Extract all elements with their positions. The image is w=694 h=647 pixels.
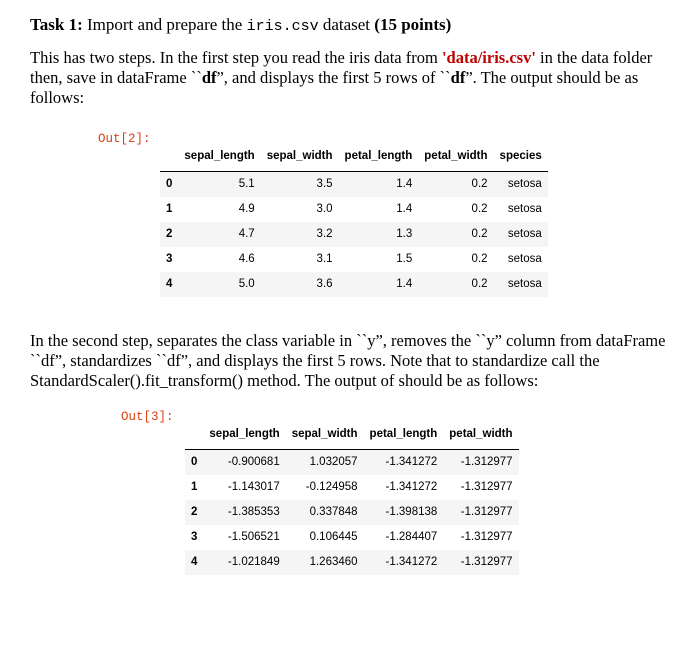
table-row: [160, 222, 548, 247]
table-row: [160, 272, 548, 297]
table-cell: setosa: [507, 278, 542, 290]
column-header: sepal_width: [286, 419, 364, 449]
table-row: [185, 449, 519, 475]
row-index: 4: [191, 556, 198, 568]
table-cell: -1.341272: [385, 456, 438, 468]
table-row: [185, 550, 519, 575]
table-cell: 5.0: [238, 278, 255, 290]
row-index: 3: [166, 253, 173, 265]
table-row: [185, 500, 519, 525]
table-cell: 0.2: [471, 203, 488, 215]
task-prefix: Task 1:: [30, 15, 88, 34]
df-name: df: [201, 68, 217, 87]
out-2-label: Out[2]:: [98, 132, 151, 146]
table-cell: 3.0: [316, 203, 333, 215]
dataframe-output-3: [185, 419, 519, 575]
column-header: petal_width: [418, 141, 493, 171]
dataframe-output-2: [160, 141, 548, 297]
task-filename: iris.csv: [246, 18, 319, 35]
table-cell: 3.1: [316, 253, 333, 265]
table-cell: 1.4: [396, 278, 413, 290]
row-index: 1: [191, 481, 198, 493]
column-header: sepal_length: [178, 141, 260, 171]
table-row: [160, 247, 548, 272]
table-cell: -1.341272: [385, 481, 438, 493]
table-cell: 0.2: [471, 278, 488, 290]
table-cell: setosa: [507, 178, 542, 190]
table-cell: setosa: [507, 228, 542, 240]
task-points: (15 points): [374, 15, 452, 34]
table-cell: 0.2: [471, 178, 488, 190]
table-cell: -1.506521: [227, 531, 280, 543]
table-cell: 0.2: [471, 228, 488, 240]
df-name: df: [450, 68, 466, 87]
table-cell: -0.124958: [305, 481, 358, 493]
row-index: 4: [166, 278, 173, 290]
table-cell: 3.6: [316, 278, 333, 290]
row-index: 0: [191, 456, 198, 468]
table-row: [160, 197, 548, 222]
table-cell: -1.312977: [460, 456, 513, 468]
index-header: [185, 419, 203, 449]
table-cell: -1.312977: [460, 506, 513, 518]
table-cell: 4.6: [238, 253, 255, 265]
table-cell: 1.3: [396, 228, 413, 240]
column-header: petal_length: [364, 419, 444, 449]
table-cell: 0.337848: [309, 506, 358, 518]
table-row: [185, 525, 519, 550]
table-header-row: [185, 419, 519, 449]
index-header: [160, 141, 178, 171]
data-path: 'data/iris.csv': [441, 48, 536, 67]
table-cell: 1.263460: [309, 556, 358, 568]
table-cell: -1.021849: [227, 556, 280, 568]
table-cell: -1.312977: [460, 556, 513, 568]
table-cell: setosa: [507, 253, 542, 265]
table-cell: -1.312977: [460, 481, 513, 493]
out-3-label: Out[3]:: [121, 410, 174, 424]
table-cell: 4.9: [238, 203, 255, 215]
step-two-paragraph: In the second step, separates the class variable in ``y”, removes the ``y” column from dataFrame ``df”, standardizes ``df”, and displays the first 5 rows. Note that to standardize call the StandardScaler().fit_transform() method. The output of should be as follows:: [30, 331, 666, 390]
table-cell: 3.5: [316, 178, 333, 190]
task-title: [30, 14, 451, 38]
column-header: sepal_length: [203, 419, 285, 449]
table-cell: -1.398138: [385, 506, 438, 518]
table-cell: setosa: [507, 203, 542, 215]
table-cell: 1.4: [396, 203, 413, 215]
table-cell: -0.900681: [227, 456, 280, 468]
table-cell: -1.284407: [385, 531, 438, 543]
step-one-paragraph: This has two steps. In the first step you read the iris data from 'data/iris.csv' in the data folder then, save in dataFrame ``df”, and displays the first 5 rows of ``df”. The output should be as follows:: [30, 48, 653, 107]
row-index: 2: [166, 228, 173, 240]
table-cell: -1.312977: [460, 531, 513, 543]
column-header: sepal_width: [261, 141, 339, 171]
table-cell: 0.2: [471, 253, 488, 265]
table-header-row: [160, 141, 548, 171]
row-index: 2: [191, 506, 198, 518]
table-cell: 1.032057: [309, 456, 358, 468]
row-index: 1: [166, 203, 173, 215]
row-index: 3: [191, 531, 198, 543]
table-cell: -1.143017: [227, 481, 280, 493]
row-index: 0: [166, 178, 173, 190]
table-cell: 1.5: [396, 253, 413, 265]
column-header: petal_width: [443, 419, 518, 449]
table-row: [160, 171, 548, 197]
table-cell: 0.106445: [309, 531, 358, 543]
column-header: petal_length: [339, 141, 419, 171]
table-cell: 4.7: [238, 228, 255, 240]
table-cell: 3.2: [316, 228, 333, 240]
task-verb: Import and prepare the: [87, 15, 247, 34]
column-header: species: [494, 141, 548, 171]
table-row: [185, 475, 519, 500]
table-cell: -1.341272: [385, 556, 438, 568]
table-cell: 1.4: [396, 178, 413, 190]
table-cell: 5.1: [238, 178, 255, 190]
task-suffix: dataset: [318, 15, 375, 34]
table-cell: -1.385353: [227, 506, 280, 518]
